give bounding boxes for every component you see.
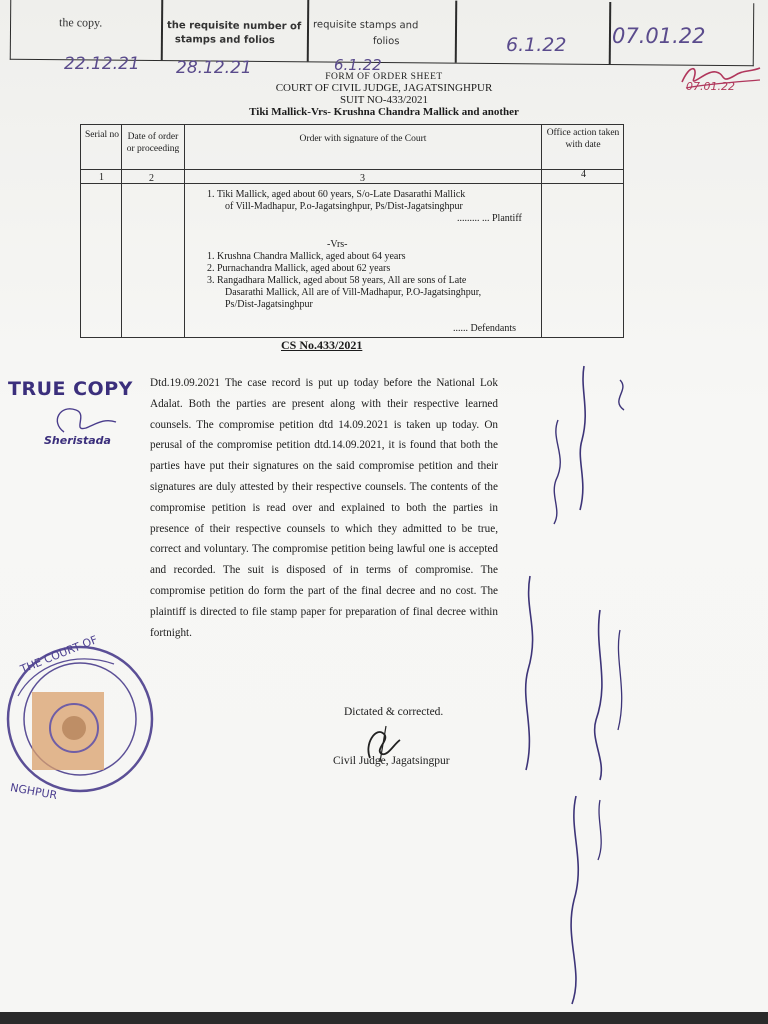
plaintiff-line: of Vill-Madhapur, P.o-Jagatsinghpur, Ps/Dist-Jagatsinghpur [225,201,463,212]
header-office-action: Office action taken with date [546,128,620,150]
column-number: 3 [360,173,365,184]
plaintiff-label: ......... ... Plantiff [457,213,522,224]
seal-top-text: THE COURT OF [18,633,100,676]
page-bottom-edge [0,1012,768,1024]
strip-divider [307,0,309,61]
strip-divider [609,2,611,64]
party-title: Tiki Mallick-Vrs- Krushna Chandra Mallick and another [249,106,519,118]
order-body-text: Dtd.19.09.2021 The case record is put up today before the National Lok Adalat. Both the parties are present along with their respective learned counsels. The compromise petition dtd 14.09.2021 is taken up today. On perusal of the compromise petition dtd.14.09.2021, it is found that both the parties have put their signatures on the said compromise petition and their signatures are duly attested by their respective counsels. The contents of the compromise petition is read over and explained to both the parties in presence of their respective counsels to which they admitted to be true, correct and voluntary. The compromise petition being lawful one is accepted and recorded. The suit is disposed of in terms of compromise. The compromise petition do form the part of the final decree and no cost. The plaintiff is directed to file stamp paper for preparation of final decree within fortnight. [150,377,498,639]
handwritten-red-date: 07.01.22 [686,80,735,93]
header-serial: Serial no [84,130,120,140]
signature-icon [46,402,126,438]
table-col-divider [121,125,122,337]
table-col-divider [541,125,542,337]
margin-notes-icon [510,570,650,790]
strip-col3-line2: folios [372,35,400,48]
true-copy-stamp: TRUE COPY [8,378,133,400]
versus-label: -Vrs- [327,239,348,250]
strip-col2-line2: stamps and folios [174,34,275,47]
judge-designation: Civil Judge, Jagatsingpur [333,755,450,767]
strip-col2-line1: the requisite number of [166,20,302,33]
defendant-line: 2. Purnachandra Mallick, aged about 62 years [207,263,391,274]
column-number: 4 [581,169,586,180]
header-order: Order with signature of the Court [299,134,427,144]
order-sheet-table [80,124,624,338]
case-number: CS No.433/2021 [281,338,363,352]
handwritten-date: 28.12.21 [176,58,252,78]
defendant-line: Dasarathi Mallick, All are of Vill-Madhapur, P.O-Jagatsinghpur, [225,287,482,298]
header-date: Date of order or proceeding [126,132,180,154]
defendant-line: 3. Rangadhara Mallick, aged about 58 years, All are sons of Late [207,275,467,286]
court-name: COURT OF CIVIL JUDGE, JAGATSINGHPUR [275,82,493,94]
handwritten-date: 6.1.22 [506,34,567,56]
seal-bottom-text: NGHPUR [9,780,59,803]
sheristadar-label: Sheristada [44,434,111,447]
table-col-divider [184,125,185,337]
table-row-divider [81,183,623,184]
handwritten-date: 07.01.22 [612,24,706,48]
handwritten-date: 22.12.21 [64,54,140,74]
column-number: 2 [149,173,154,184]
defendant-line: 1. Krushna Chandra Mallick, aged about 64 years [207,251,406,262]
plaintiff-line: 1. Tiki Mallick, aged about 60 years, S/o-Late Dasarathi Mallick [207,189,466,200]
handwritten-date: 6.1.22 [334,56,382,74]
strip-col3-line1: requisite stamps and [313,19,419,32]
strip-col1: the copy. [59,15,103,30]
margin-notes-icon [540,360,650,530]
dictated-note: Dictated & corrected. [344,706,444,718]
form-title: FORM OF ORDER SHEET [325,72,443,82]
defendant-line: Ps/Dist-Jagatsinghpur [225,299,313,310]
margin-notes-icon [540,790,620,1010]
column-number: 1 [99,172,104,183]
strip-divider [161,0,163,60]
strip-divider [455,1,457,63]
table-row-divider [81,169,623,170]
defendant-label: ...... Defendants [453,323,517,334]
suit-number: SUIT NO-433/2021 [339,94,429,106]
